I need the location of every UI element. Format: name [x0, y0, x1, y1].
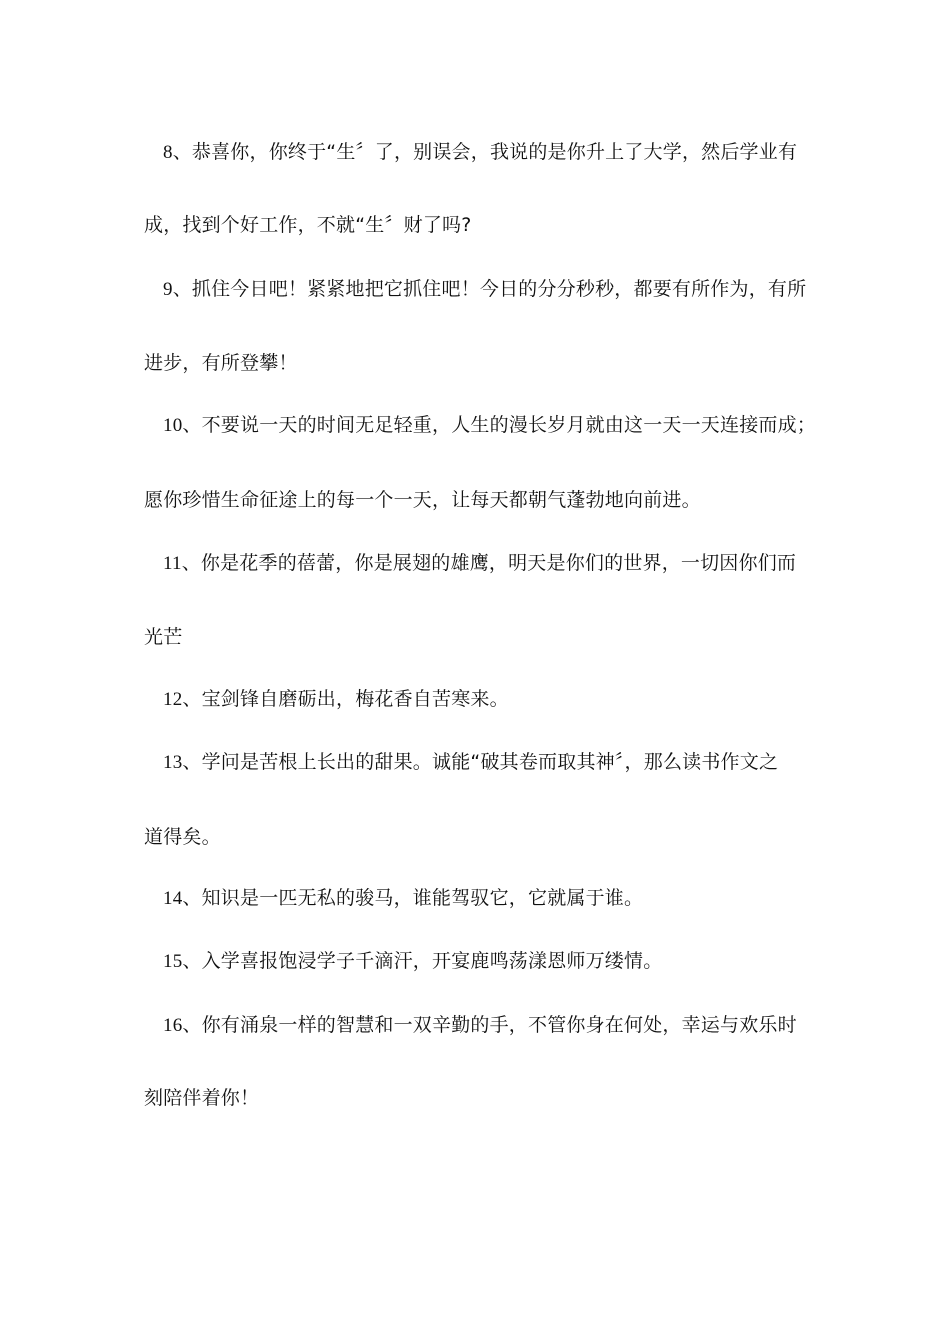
list-separator: 、 [182, 887, 202, 909]
item-number: 15 [163, 951, 183, 972]
item-11-line-1 [163, 550, 843, 577]
item-16-line-1 [163, 1012, 843, 1039]
item-10-line-1 [163, 412, 843, 439]
item-number: 10 [163, 415, 183, 436]
item-number: 16 [163, 1015, 183, 1036]
item-number: 12 [163, 689, 183, 710]
item-14-line-1 [163, 885, 843, 912]
item-text: 你有涌泉一样的智慧和一双辛勤的手，不管你身在何处，幸运与欢乐时 [201, 1014, 797, 1036]
item-text: 学问是苦根上长出的甜果。诚能“破其卷而取其神〞，那么读书作文之 [201, 751, 779, 773]
item-13-line-2: 道得矣。 [144, 826, 221, 848]
item-9-line-1 [163, 276, 843, 303]
list-separator: 、 [182, 414, 202, 436]
item-16-line-2: 刻陪伴着你！ [144, 1087, 260, 1109]
item-9-line-2: 进步，有所登攀！ [144, 352, 298, 374]
item-number: 14 [163, 888, 183, 909]
item-11-line-2: 光芒 [144, 626, 183, 648]
item-text: 不要说一天的时间无足轻重，人生的漫长岁月就由这一天一天连接而成； [201, 414, 817, 436]
item-8-line-2: 成，找到个好工作，不就“生〞财了吗? [144, 214, 472, 236]
item-15-line-1 [163, 948, 843, 975]
item-text: 入学喜报饱浸学子千滴汗，开宴鹿鸣荡漾恩师万缕情。 [201, 950, 663, 972]
item-number: 13 [163, 752, 183, 773]
list-separator: 、 [172, 141, 192, 163]
item-text: 抓住今日吧！紧紧地把它抓住吧！今日的分分秒秒，都要有所作为，有所 [191, 278, 807, 300]
item-text: 知识是一匹无私的骏马，谁能驾驭它，它就属于谁。 [201, 887, 644, 909]
list-separator: 、 [182, 751, 202, 773]
list-separator: 、 [182, 950, 202, 972]
list-separator: 、 [182, 1014, 202, 1036]
item-number: 11 [163, 553, 182, 574]
item-8-line-1 [163, 139, 843, 166]
item-text: 宝剑锋自磨砺出，梅花香自苦寒来。 [201, 688, 509, 710]
item-number: 9 [163, 279, 173, 300]
item-12-line-1 [163, 686, 843, 713]
list-separator: 、 [182, 688, 202, 710]
item-number: 8 [163, 142, 173, 163]
item-10-line-2: 愿你珍惜生命征途上的每一个一天，让每天都朝气蓬勃地向前进。 [144, 489, 701, 511]
item-text: 恭喜你，你终于“生〞了，别误会，我说的是你升上了大学，然后学业有 [191, 141, 798, 163]
item-text: 你是花季的蓓蕾，你是展翅的雄鹰，明天是你们的世界，一切因你们而 [200, 552, 797, 574]
list-separator: 、 [181, 552, 201, 574]
list-separator: 、 [172, 278, 192, 300]
item-13-line-1 [163, 749, 843, 776]
